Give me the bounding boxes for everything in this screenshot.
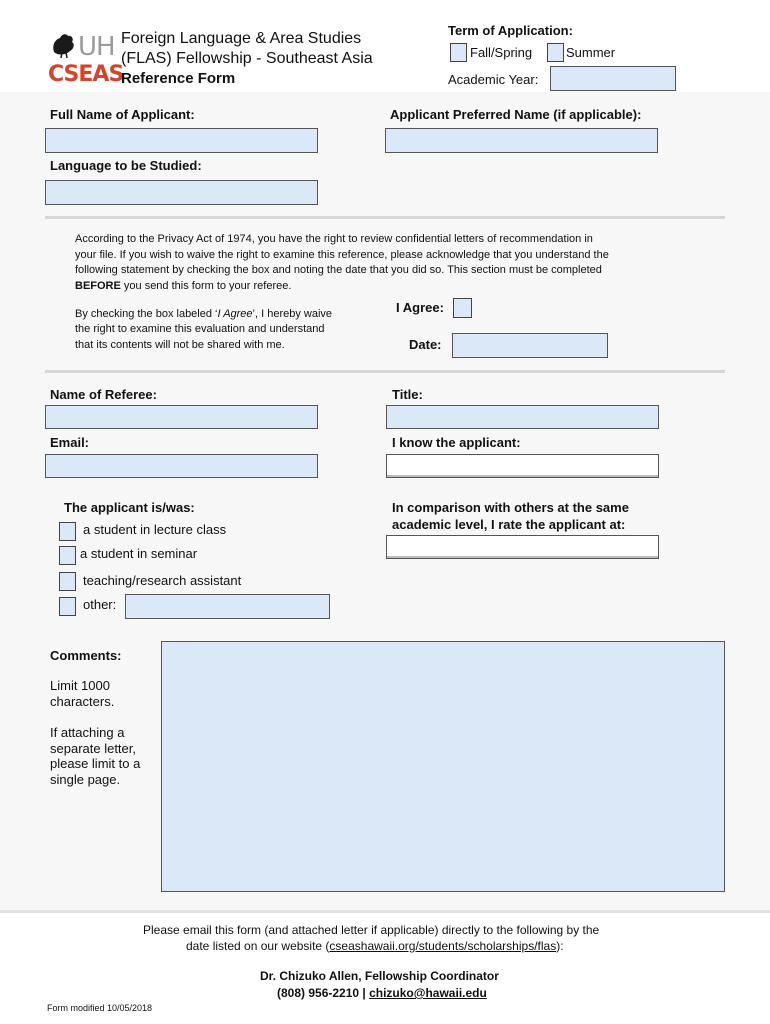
preferred-name-field[interactable] [385, 128, 658, 153]
agree-checkbox[interactable] [453, 298, 472, 318]
attach-line1: If attaching a [50, 725, 125, 740]
contact-phone: (808) 956-2210 [277, 986, 360, 1000]
academic-year-field[interactable] [550, 66, 676, 91]
form-title-line1: Foreign Language & Area Studies [121, 30, 362, 47]
waiver-line1-italic: I Agree [217, 308, 253, 320]
waiver-line1-pre: By checking the box labeled ‘ [75, 308, 218, 320]
term-label: Term of Application: [448, 23, 573, 38]
privacy-line4 [75, 279, 291, 295]
contact-line [277, 986, 487, 1000]
uh-cseas-logo [44, 26, 124, 88]
logo-cseas-text: CSEAS [48, 62, 124, 87]
summer-checkbox[interactable] [547, 43, 564, 62]
footer-instruction-line2 [186, 939, 564, 953]
limit-line1: Limit 1000 [50, 678, 110, 693]
attach-line2: separate letter, [50, 741, 136, 756]
form-modified: Form modified 10/05/2018 [47, 1003, 153, 1013]
lecture-class-checkbox[interactable] [59, 522, 76, 541]
contact-name: Dr. Chizuko Allen, Fellowship Coordinator [260, 969, 499, 983]
full-name-label: Full Name of Applicant: [50, 107, 195, 122]
fall-spring-label: Fall/Spring [470, 45, 533, 60]
form-title-line2: (FLAS) Fellowship - Southeast Asia [121, 50, 373, 67]
footer-instruction-post: ): [556, 939, 564, 953]
language-field[interactable] [45, 180, 318, 205]
referee-email-field[interactable] [45, 454, 318, 478]
language-label: Language to be Studied: [50, 158, 202, 173]
logo-uh-text: UH [78, 32, 115, 62]
before-emphasis: BEFORE [75, 280, 121, 292]
comparison-line1: In comparison with others at the same [392, 500, 629, 515]
agree-label: I Agree: [396, 300, 444, 315]
privacy-line1: According to the Privacy Act of 1974, you have the right to review confidential letters of recommendation in [75, 233, 593, 245]
other-field[interactable] [125, 594, 330, 619]
waiver-line2: the right to examine this evaluation and understand [75, 323, 325, 335]
referee-title-label: Title: [392, 387, 423, 402]
other-checkbox[interactable] [59, 597, 76, 616]
referee-name-field[interactable] [45, 405, 318, 429]
seminar-checkbox[interactable] [59, 546, 76, 565]
attach-line4: single page. [50, 772, 121, 787]
comments-textarea[interactable] [161, 641, 725, 892]
waiver-line3: that its contents will not be shared with me. [75, 339, 285, 351]
contact-separator: | [359, 986, 370, 1000]
know-applicant-label: I know the applicant: [392, 435, 521, 450]
form-title-line3: Reference Form [121, 70, 236, 87]
seminar-label: a student in seminar [80, 546, 198, 561]
footer-instruction-pre: date listed on our website ( [186, 939, 330, 953]
limit-line2: characters. [50, 694, 115, 709]
lecture-class-label: a student in lecture class [83, 522, 227, 537]
privacy-line4-rest: you send this form to your referee. [120, 280, 292, 292]
divider-1 [45, 216, 725, 219]
preferred-name-label: Applicant Preferred Name (if applicable): [390, 107, 642, 122]
waiver-line1 [75, 307, 332, 323]
divider-2 [45, 370, 725, 373]
summer-label: Summer [566, 45, 616, 60]
assistant-label: teaching/research assistant [83, 573, 242, 588]
privacy-line3: following statement by checking the box and noting the date that you did so. This section must be completed [75, 264, 602, 276]
comparison-line2: academic level, I rate the applicant at: [392, 517, 626, 532]
referee-title-field[interactable] [386, 405, 659, 429]
know-applicant-dropdown[interactable] [386, 454, 659, 478]
waiver-date-label: Date: [409, 337, 442, 352]
privacy-line2: your file. If you wish to waive the right to examine this reference, please acknowledge that you understand the [75, 249, 609, 261]
assistant-checkbox[interactable] [59, 572, 76, 591]
footer-instruction-line1: Please email this form (and attached letter if applicable) directly to the following by the [143, 923, 600, 937]
other-label: other: [83, 597, 117, 612]
waiver-date-field[interactable] [452, 333, 608, 358]
comments-label: Comments: [50, 648, 122, 663]
referee-email-label: Email: [50, 435, 90, 450]
website-link[interactable]: cseashawaii.org/students/scholarships/flas [329, 939, 557, 953]
waiver-line1-post: ’, I hereby waive [252, 308, 333, 320]
academic-year-label: Academic Year: [448, 72, 539, 87]
email-link[interactable]: chizuko@hawaii.edu [369, 986, 487, 1000]
attach-line3: please limit to a [50, 756, 141, 771]
rooster-icon [48, 30, 78, 60]
referee-name-label: Name of Referee: [50, 387, 157, 402]
rating-dropdown[interactable] [386, 535, 659, 559]
full-name-field[interactable] [45, 128, 318, 153]
relationship-heading: The applicant is/was: [64, 500, 195, 515]
fall-spring-checkbox[interactable] [450, 43, 467, 62]
